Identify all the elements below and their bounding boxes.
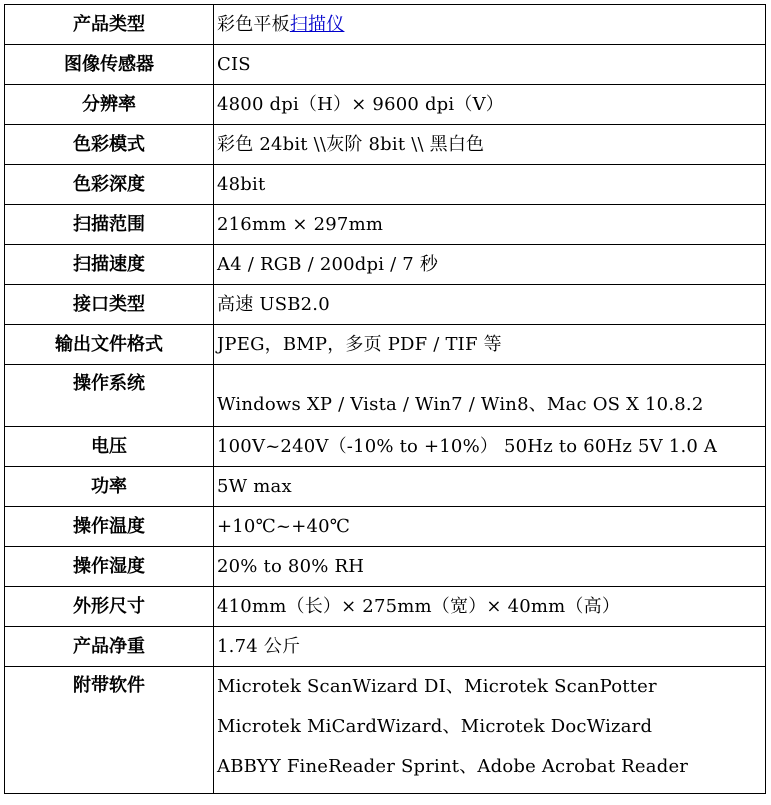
- software-line: Microtek ScanWizard DI、Microtek ScanPotter: [217, 676, 657, 697]
- row-value-os: Windows XP / Vista / Win7 / Win8、Mac OS X 10.8.2: [214, 365, 766, 427]
- row-value-product-type: [214, 5, 766, 45]
- row-label-os: 操作系统: [5, 365, 214, 427]
- table-row: [5, 627, 766, 667]
- table-row: [5, 507, 766, 547]
- row-value-op-humidity: 20% to 80% RH: [214, 547, 766, 587]
- table-row: [5, 125, 766, 165]
- row-label-output-format: 输出文件格式: [5, 325, 214, 365]
- row-value-op-temp: +10℃~+40℃: [214, 507, 766, 547]
- row-label-dimensions: 外形尺寸: [5, 587, 214, 627]
- row-label-product-type: 产品类型: [5, 5, 214, 45]
- row-value-color-depth: 48bit: [214, 165, 766, 205]
- row-value-image-sensor: CIS: [214, 45, 766, 85]
- table-row: [5, 45, 766, 85]
- table-row: [5, 427, 766, 467]
- row-label-color-mode: 色彩模式: [5, 125, 214, 165]
- row-value-dimensions: 410mm（长）× 275mm（宽）× 40mm（高）: [214, 587, 766, 627]
- row-label-resolution: 分辨率: [5, 85, 214, 125]
- table-row: [5, 547, 766, 587]
- row-label-image-sensor: 图像传感器: [5, 45, 214, 85]
- row-value-power: 5W max: [214, 467, 766, 507]
- row-label-scan-speed: 扫描速度: [5, 245, 214, 285]
- row-value-bundled-software: [214, 667, 766, 794]
- table-row: [5, 587, 766, 627]
- row-label-color-depth: 色彩深度: [5, 165, 214, 205]
- table-row: [5, 365, 766, 427]
- table-row: [5, 165, 766, 205]
- table-row: [5, 467, 766, 507]
- table-row: [5, 205, 766, 245]
- row-label-voltage: 电压: [5, 427, 214, 467]
- row-value-net-weight: 1.74 公斤: [214, 627, 766, 667]
- row-label-bundled-software: 附带软件: [5, 667, 214, 794]
- table-row: [5, 667, 766, 794]
- row-label-op-temp: 操作温度: [5, 507, 214, 547]
- row-label-interface: 接口类型: [5, 285, 214, 325]
- row-label-net-weight: 产品净重: [5, 627, 214, 667]
- row-value-scan-speed: A4 / RGB / 200dpi / 7 秒: [214, 245, 766, 285]
- table-row: [5, 5, 766, 45]
- table-row: [5, 85, 766, 125]
- row-label-power: 功率: [5, 467, 214, 507]
- spec-table: [4, 4, 766, 794]
- software-line: Microtek MiCardWizard、Microtek DocWizard: [217, 716, 653, 737]
- table-row: [5, 285, 766, 325]
- software-line: ABBYY FineReader Sprint、Adobe Acrobat Reader: [217, 756, 689, 777]
- row-value-output-format: JPEG，BMP，多页 PDF / TIF 等: [214, 325, 766, 365]
- scanner-link[interactable]: 扫描仪: [289, 13, 345, 35]
- table-row: [5, 245, 766, 285]
- table-row: [5, 325, 766, 365]
- row-value-scan-area: 216mm × 297mm: [214, 205, 766, 245]
- row-value-voltage: 100V~240V（-10% to +10%） 50Hz to 60Hz 5V 1.0 A: [214, 427, 766, 467]
- row-label-op-humidity: 操作湿度: [5, 547, 214, 587]
- row-value-resolution: 4800 dpi（H）× 9600 dpi（V）: [214, 85, 766, 125]
- row-value-interface: 高速 USB2.0: [214, 285, 766, 325]
- row-label-scan-area: 扫描范围: [5, 205, 214, 245]
- row-value-color-mode: 彩色 24bit \\灰阶 8bit \\ 黑白色: [214, 125, 766, 165]
- product-type-text: 彩色平板: [217, 13, 290, 35]
